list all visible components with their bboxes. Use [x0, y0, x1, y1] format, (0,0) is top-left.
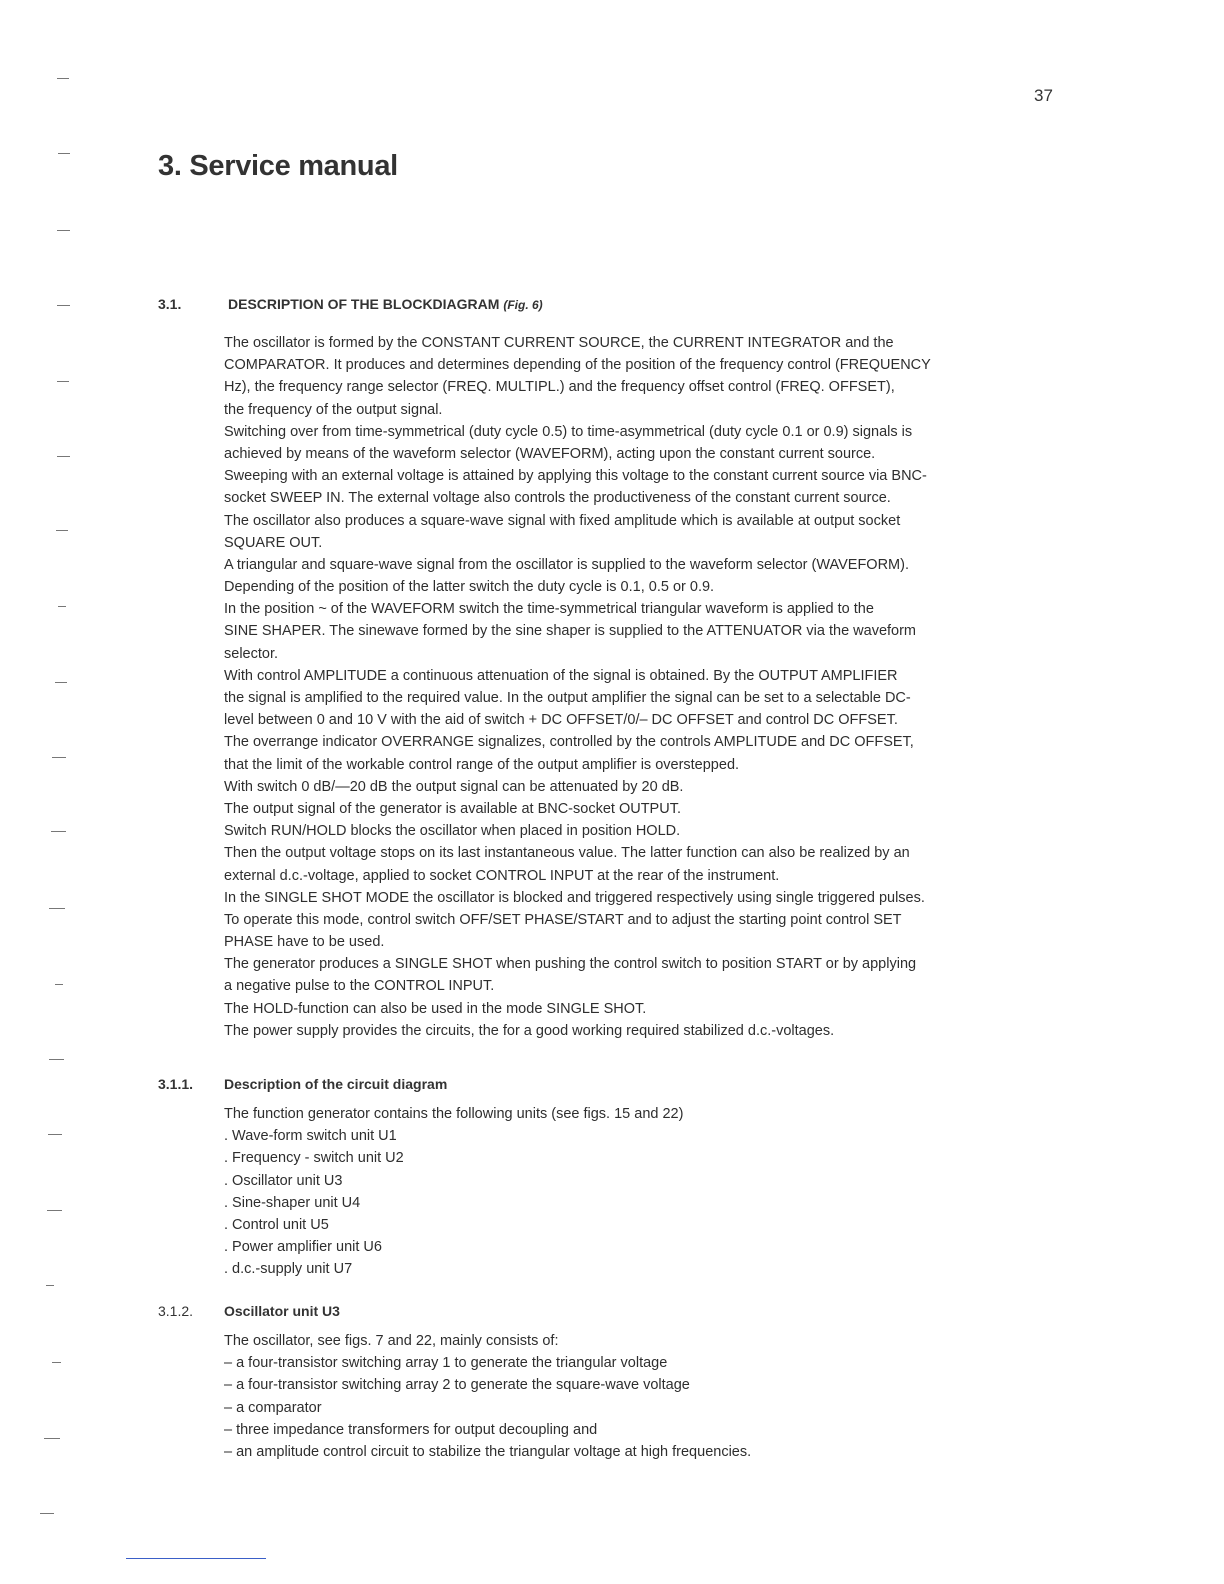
margin-mark — [52, 757, 66, 758]
margin-mark — [46, 1285, 54, 1286]
margin-mark — [49, 1059, 64, 1060]
list-item: . Sine-shaper unit U4 — [224, 1194, 361, 1211]
margin-mark — [44, 1438, 60, 1439]
page-number: 37 — [1034, 86, 1053, 105]
body-line: SQUARE OUT. — [224, 534, 323, 551]
margin-mark — [57, 305, 70, 306]
body-line: Switch RUN/HOLD blocks the oscillator when placed in position HOLD. — [224, 823, 681, 840]
body-line: The output signal of the generator is available at BNC-socket OUTPUT. — [224, 800, 681, 817]
list-item: – a four-transistor switching array 2 to generate the square-wave voltage — [224, 1377, 690, 1394]
body-line: To operate this mode, control switch OFF/SET PHASE/START and to adjust the starting point control SET — [224, 911, 902, 928]
body-line: socket SWEEP IN. The external voltage also controls the productiveness of the constant current source. — [224, 490, 891, 507]
body-line: COMPARATOR. It produces and determines depending of the position of the frequency control (FREQUENCY — [224, 357, 931, 374]
body-line: The oscillator is formed by the CONSTANT CURRENT SOURCE, the CURRENT INTEGRATOR and the — [224, 335, 894, 351]
list-item: – a comparator — [224, 1399, 322, 1416]
body-line: that the limit of the workable control range of the output amplifier is overstepped. — [224, 756, 740, 773]
subsection-number: 3.1.1. — [158, 1076, 194, 1092]
body-line: the signal is amplified to the required value. In the output amplifier the signal can be set to a selectable DC- — [224, 690, 911, 706]
margin-mark — [51, 831, 66, 832]
subsection-title: Oscillator unit U3 — [224, 1303, 340, 1319]
list-item: . Oscillator unit U3 — [224, 1172, 343, 1189]
body-line: Sweeping with an external voltage is attained by applying this voltage to the constant current source via BNC- — [224, 468, 927, 485]
margin-mark — [47, 1210, 62, 1211]
list-item: . d.c.-supply unit U7 — [224, 1261, 353, 1278]
body-line: Hz), the frequency range selector (FREQ. MULTIPL.) and the frequency offset control (FREQ. OFFSET), — [224, 379, 895, 396]
subsection-body — [224, 1103, 1104, 1281]
body-line: Depending of the position of the latter switch the duty cycle is 0.1, 0.5 or 0.9. — [224, 579, 715, 596]
body-line: a negative pulse to the CONTROL INPUT. — [224, 978, 495, 995]
body-line: In the position ~ of the WAVEFORM switch the time-symmetrical triangular waveform is applied to the — [224, 601, 874, 618]
body-line: level between 0 and 10 V with the aid of switch + DC OFFSET/0/– DC OFFSET and control DC OFFSET. — [224, 712, 898, 729]
margin-mark — [55, 682, 67, 683]
margin-mark — [48, 1134, 62, 1135]
subsection-body — [224, 1330, 1104, 1463]
margin-mark — [57, 78, 69, 79]
body-line: A triangular and square-wave signal from the oscillator is supplied to the waveform selector (WAVEFORM). — [224, 556, 909, 573]
body-line: The oscillator, see figs. 7 and 22, mainly consists of: — [224, 1333, 559, 1349]
body-line: The power supply provides the circuits, the for a good working required stabilized d.c.-voltages. — [224, 1022, 835, 1039]
list-item: – three impedance transformers for output decoupling and — [224, 1421, 598, 1438]
margin-mark — [52, 1362, 61, 1363]
body-line: the frequency of the output signal. — [224, 401, 443, 418]
body-line: The overrange indicator OVERRANGE signalizes, controlled by the controls AMPLITUDE and DC OFFSET, — [224, 734, 914, 751]
list-item: – an amplitude control circuit to stabilize the triangular voltage at high frequencies. — [224, 1443, 752, 1460]
body-line: Then the output voltage stops on its last instantaneous value. The latter function can also be realized by an — [224, 845, 910, 862]
section-number: 3.1. — [158, 296, 182, 312]
body-line: PHASE have to be used. — [224, 934, 385, 951]
margin-mark — [40, 1513, 54, 1514]
body-line: In the SINGLE SHOT MODE the oscillator is blocked and triggered respectively using single triggered pulses. — [224, 889, 925, 906]
body-line: Switching over from time-symmetrical (duty cycle 0.5) to time-asymmetrical (duty cycle 0.1 or 0.9) signals is — [224, 423, 913, 440]
body-line: The HOLD-function can also be used in the mode SINGLE SHOT. — [224, 1000, 647, 1017]
body-line: The generator produces a SINGLE SHOT when pushing the control switch to position START or by applying — [224, 956, 917, 973]
subsection-number: 3.1.2. — [158, 1303, 194, 1319]
body-line: SINE SHAPER. The sinewave formed by the sine shaper is supplied to the ATTENUATOR via the waveform — [224, 623, 917, 640]
list-item: . Wave-form switch unit U1 — [224, 1128, 397, 1145]
margin-mark — [55, 984, 63, 985]
body-line: With control AMPLITUDE a continuous attenuation of the signal is obtained. By the OUTPUT AMPLIFIER — [224, 667, 898, 684]
margin-mark — [56, 530, 68, 531]
margin-mark — [57, 456, 70, 457]
margin-mark — [58, 153, 70, 154]
body-line: achieved by means of the waveform selector (WAVEFORM), acting upon the constant current source. — [224, 445, 876, 462]
margin-mark — [58, 606, 66, 607]
chapter-title: 3. Service manual — [158, 150, 398, 182]
section-body — [224, 332, 1104, 1042]
footer-rule — [126, 1558, 266, 1559]
body-line: selector. — [224, 645, 278, 662]
section-title-text: DESCRIPTION OF THE BLOCKDIAGRAM — [228, 296, 500, 312]
body-line: The oscillator also produces a square-wave signal with fixed amplitude which is available at output socket — [224, 512, 901, 529]
list-item: . Control unit U5 — [224, 1216, 329, 1233]
body-line: The function generator contains the following units (see figs. 15 and 22) — [224, 1106, 684, 1122]
margin-mark — [57, 381, 69, 382]
section-title — [228, 296, 543, 312]
list-item: . Frequency - switch unit U2 — [224, 1150, 404, 1167]
list-item: – a four-transistor switching array 1 to generate the triangular voltage — [224, 1355, 668, 1372]
subsection-title: Description of the circuit diagram — [224, 1076, 448, 1092]
body-line: external d.c.-voltage, applied to socket CONTROL INPUT at the rear of the instrument. — [224, 867, 780, 884]
body-line: With switch 0 dB/—20 dB the output signal can be attenuated by 20 dB. — [224, 778, 684, 795]
figure-reference: (Fig. 6) — [503, 298, 543, 312]
margin-mark — [57, 230, 70, 231]
list-item: . Power amplifier unit U6 — [224, 1239, 382, 1256]
margin-mark — [49, 908, 65, 909]
